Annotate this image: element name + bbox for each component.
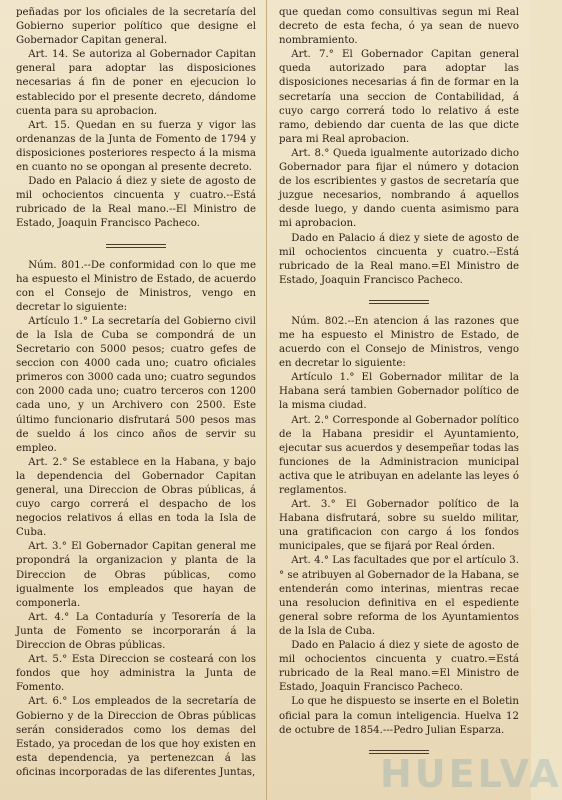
section-rule	[369, 300, 429, 304]
left-column	[16, 6, 256, 780]
decree-801-article-4: Art. 4.° La Contaduría y Tesorería de la Junta de Fomento se incorporarán á la Direccion de Obras públicas.	[16, 611, 256, 652]
decree-802-heading: Núm. 802.--En atencion á las razones que me ha espuesto el Ministro de Estado, de acuerdo con el Consejo de Ministros, vengo en decretar lo siguiente:	[279, 315, 519, 370]
column-divider	[266, 0, 267, 800]
decree-801-heading: Núm. 801.--De conformidad con lo que me ha espuesto el Ministro de Estado, de acuerdo con el Consejo de Ministros, vengo en decretar lo siguiente:	[16, 259, 256, 313]
article-14: Art. 14. Se autoriza al Gobernador Capitan general para adoptar las disposiciones necesarias á fin de poner en ejecucion lo establecido por el presente decreto, dándome cuenta para su aprobacion.	[16, 49, 256, 117]
decree-802-article-1: Artículo 1.° El Gobernador militar de la Habana será tambien Gobernador político de la misma ciudad.	[279, 372, 519, 412]
closing-paragraph: Lo que he dispuesto se inserte en el Boletin oficial para la comun inteligencia. Huelva 12 de octubre de 1854.---Pedro Julian Esparza.	[279, 696, 519, 736]
paragraph-intro: peñadas por los oficiales de la secretaría del Gobierno superior político que designe el Gobernador Capitan general.	[16, 7, 256, 47]
decree-801-article-5: Art. 5.° Esta Direccion se costeará con los fondos que hoy administra la Junta de Fomento.	[16, 654, 256, 694]
decree-801-article-7: Art. 7.° El Gobernador Capitan general queda autorizado para adoptar las disposiciones necesarias á fin de formar en la secretaría una seccion de Contabilidad, á cuyo cargo correrá todo lo relativo á este ramo, debiendo dar cuenta de las que dicte para mi Real aprobacion.	[279, 49, 519, 145]
decree-802-article-4: Art. 4.° Las facultades que por el artículo 3.° se atribuyen al Gobernador de la Habana, se entenderán como interinas, mientras recae una resolucion definitiva en el espediente general sobre reforma de los Ayuntamientos de la Isla de Cuba.	[279, 555, 519, 637]
decree-801-article-3: Art. 3.° El Gobernador Capitan general me propondrá la organizacion y planta de la Direccion de Obras públicas, como igualmente los empleados que hayan de componerla.	[16, 541, 256, 609]
decree-801-article-1: Artículo 1.° La secretaría del Gobierno civil de la Isla de Cuba se compondrá de un Secretario con 5000 pesos; cuatro gefes de seccion con 4000 cada uno; cuatro oficiales primeros con 3000 cada uno; cuatro segundos con 2000 cada uno; cuatro terceros con 1200 cada uno, y un Archivero con 2500. Este último funcionario disfrutará 500 pesos mas de sueldo á los cinco años de servir su empleo.	[16, 315, 256, 454]
decree-802-article-3: Art. 3.° El Gobernador político de la Habana disfrutará, sobre su sueldo militar, una gratificacion con cargo á los fondos municipales, que se fijará por Real órden.	[279, 499, 519, 553]
decree-801-article-6: Art. 6.° Los empleados de la secretaría de Gobierno y de la Direccion de Obras públicas serán considerados como los demas del Estado, ya procedan de los que hoy existen en esta dependencia, ya pertenezcan á las oficinas incorporadas de las diferentes Juntas,	[16, 696, 256, 778]
signature-paragraph-802: Dado en Palacio á diez y siete de agosto de mil ochocientos cincuenta y cuatro.=Está rubricado de la Real mano.=El Ministro de Estado, Joaquin Francisco Pacheco.	[279, 640, 519, 694]
right-column	[279, 6, 519, 765]
decree-801-article-8: Art. 8.° Queda igualmente autorizado dicho Gobernador para fijar el número y dotacion de los escribientes y gastos de secretaría que juzgue necesarios, nombrando á aquellos desde luego, y dando cuenta asimismo para mi aprobacion.	[279, 147, 519, 230]
signature-paragraph-801: Dado en Palacio á diez y siete de agosto de mil ochocientos cincuenta y cuatro.--Está rubricado de la Real mano.=El Ministro de Estado, Joaquin Francisco Pacheco.	[279, 232, 519, 286]
article-15: Art. 15. Quedan en su fuerza y vigor las ordenanzas de la Junta de Fomento de 1794 y disposiciones posteriores respecto á la misma en cuanto no se opongan al presente decreto.	[16, 119, 256, 174]
signature-paragraph: Dado en Palacio á diez y siete de agosto de mil ochocientos cincuenta y cuatro.--Está rubricado de la Real mano.--El Ministro de Estado, Joaquin Francisco Pacheco.	[16, 176, 256, 230]
paragraph-continuation: que quedan como consultivas segun mi Real decreto de esta fecha, ó ya sean de nuevo nombramiento.	[279, 7, 519, 47]
decree-802-article-2: Art. 2.° Corresponde al Gobernador político de la Habana presidir el Ayuntamiento, ejecutar sus acuerdos y desempeñar todas las funciones de la Administracion municipal activa que le atribuyan en adelante las leyes ó reglamentos.	[279, 414, 519, 496]
section-rule	[106, 244, 166, 248]
library-watermark: HUELVA	[380, 752, 562, 796]
decree-801-article-2: Art. 2.° Se establece en la Habana, y bajo la dependencia del Gobernador Capitan general, una Direccion de Obras públicas, á cuyo cargo correrá el despacho de los negocios relativos á ellas en toda la Isla de Cuba.	[16, 456, 256, 539]
